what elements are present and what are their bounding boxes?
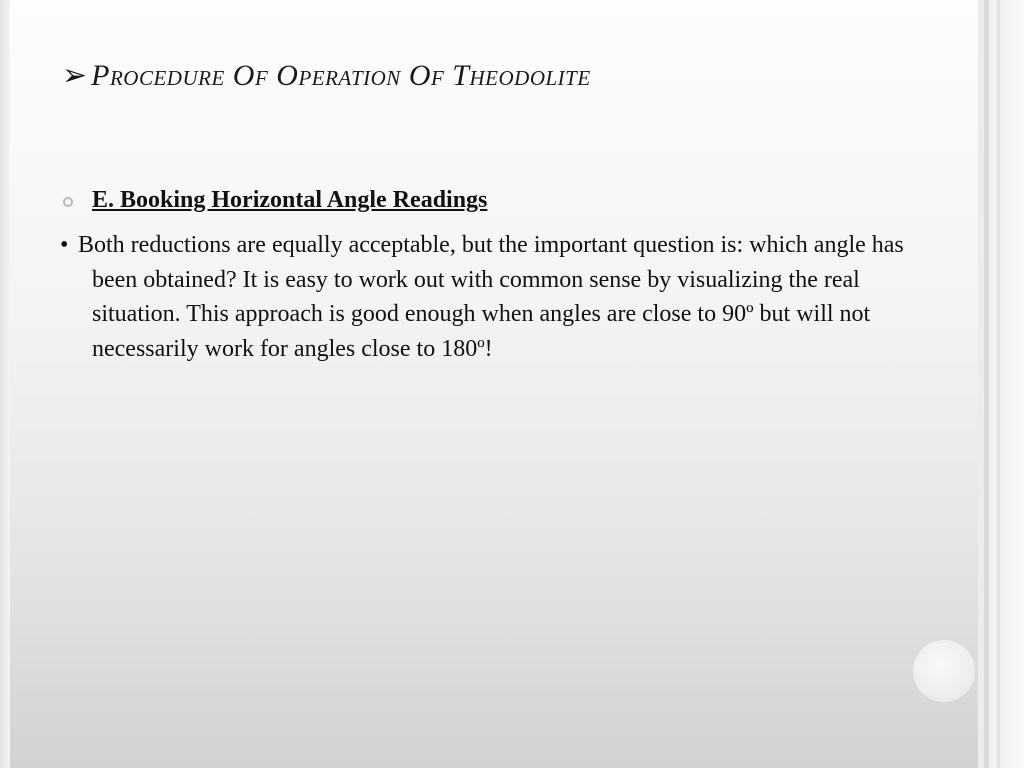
title-row bbox=[62, 58, 591, 93]
dot-bullet-icon: • bbox=[60, 232, 69, 258]
subheading: E. Booking Horizontal Angle Readings bbox=[92, 187, 488, 213]
right-edge-stripe bbox=[989, 0, 997, 768]
body-text: Both reductions are equally acceptable, but the important question is: which angle has been obtained? It is easy to work out with common sense by visualizing the real situation. This approach is good enough when angles are close to 90º but will not necessarily work for angles close to 180º! bbox=[78, 232, 904, 362]
slide-background bbox=[10, 0, 978, 768]
slide-title: Procedure Of Operation Of Theodolite bbox=[91, 59, 591, 92]
decorative-circle bbox=[913, 640, 975, 702]
body-paragraph bbox=[60, 228, 922, 366]
right-edge-stripe bbox=[1000, 0, 1024, 768]
circle-bullet-icon bbox=[63, 197, 73, 207]
arrow-bullet-icon: ➢ bbox=[62, 58, 88, 93]
left-edge-stripe bbox=[0, 0, 10, 768]
